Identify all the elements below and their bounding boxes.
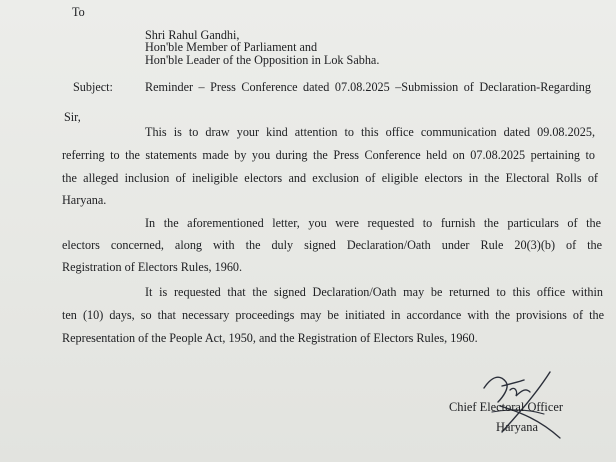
recipient-line3: Hon'ble Leader of the Opposition in Lok Sabha. — [145, 53, 380, 67]
para2-line2: electors concerned, along with the duly signed Declaration/Oath under Rule 20(3)(b) of the — [62, 238, 602, 252]
signatory-title: Chief Electoral Officer — [449, 400, 563, 414]
para1-line4: Haryana. — [62, 193, 107, 207]
para1-line1: This is to draw your kind attention to this office communication dated 09.08.2025, — [145, 125, 595, 139]
para2-line1: In the aforementioned letter, you were requested to furnish the particulars of the — [145, 216, 601, 230]
signatory-place: Haryana — [496, 420, 538, 434]
para1-line3: the alleged inclusion of ineligible electors and exclusion of eligible electors in the Electoral Rolls of — [62, 171, 598, 185]
para3-line3: Representation of the People Act, 1950, and the Registration of Electors Rules, 1960. — [62, 331, 478, 345]
para1-line2: referring to the statements made by you during the Press Conference held on 07.08.2025 pertaining to — [62, 148, 595, 162]
para2-line3: Registration of Electors Rules, 1960. — [62, 260, 243, 274]
subject-label: Subject: — [73, 80, 113, 94]
recipient-line2: Hon'ble Member of Parliament and — [145, 40, 318, 54]
subject-text: Reminder – Press Conference dated 07.08.2025 –Submission of Declaration-Regarding — [145, 80, 591, 94]
recipient-name: Shri Rahul Gandhi, — [145, 28, 240, 42]
para3-line2: ten (10) days, so that necessary proceedings may be initiated in accordance with the provisions of the — [62, 308, 604, 322]
to-line: To — [72, 5, 85, 19]
salutation: Sir, — [64, 110, 81, 124]
para3-line1: It is requested that the signed Declaration/Oath may be returned to this office within — [145, 285, 603, 299]
